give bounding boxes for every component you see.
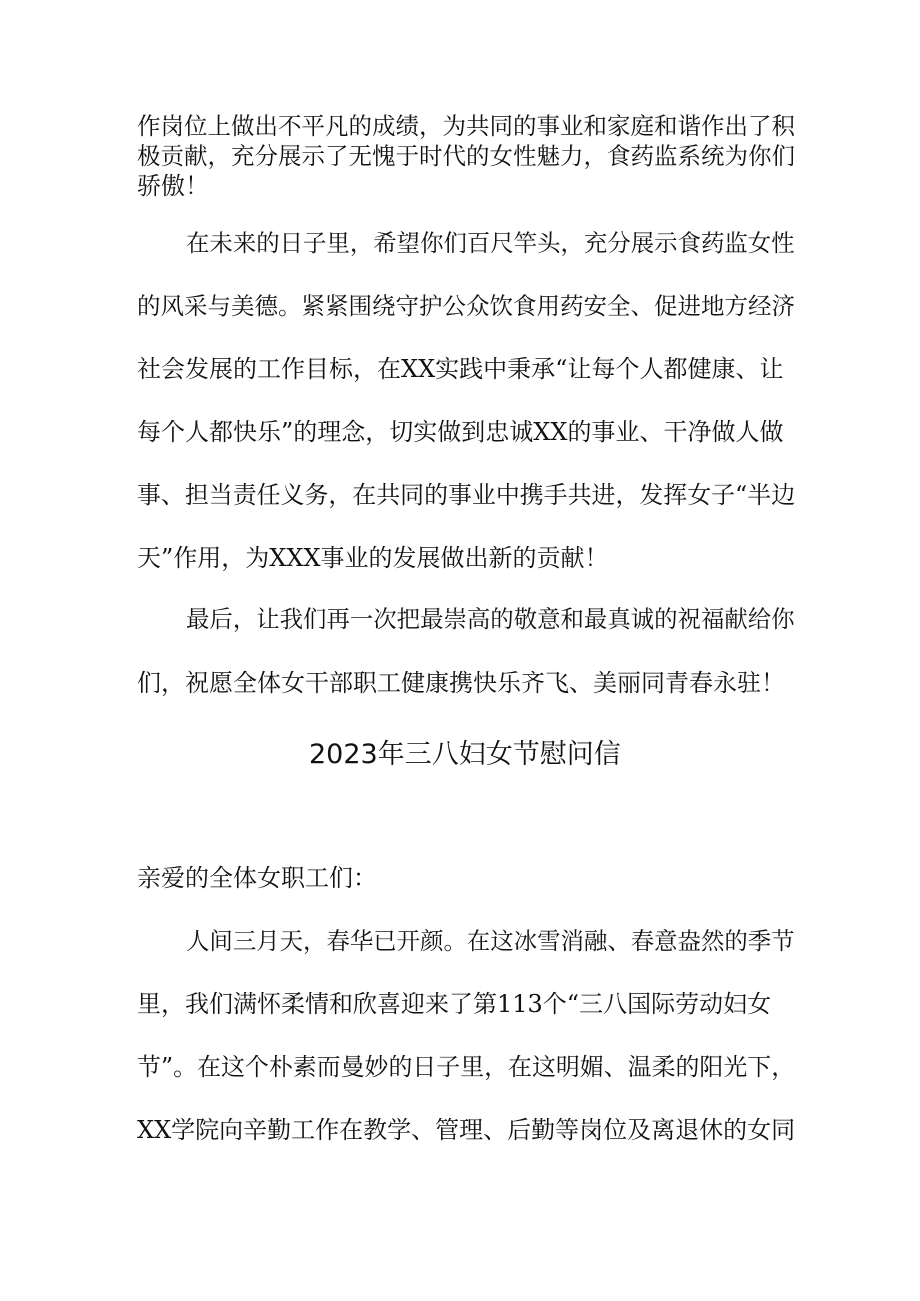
text-line: 的风采与美德。紧紧围绕守护公众饮食用药安全、促进地方经济	[137, 292, 795, 320]
letter-title: 2023年三八妇女节慰问信	[309, 739, 621, 770]
text-line: 们，祝愿全体女干部职工健康携快乐齐飞、美丽同青春永驻！	[137, 669, 785, 697]
text-line: 天”作用，为XXX事业的发展做出新的贡献！	[137, 544, 609, 572]
text-line: 社会发展的工作目标，在XX实践中秉承“让每个人都健康、让	[137, 355, 784, 383]
text-line: 人间三月天，春华已开颜。在这冰雪消融、春意盎然的季节	[186, 927, 795, 955]
text-line: 骄傲！	[137, 172, 209, 200]
text-line: 每个人都快乐”的理念，切实做到忠诚XX的事业、干净做人做	[137, 418, 784, 446]
text-line: 作岗位上做出不平凡的成绩，为共同的事业和家庭和谐作出了积	[137, 112, 795, 140]
letter-salutation: 亲爱的全体女职工们：	[137, 864, 377, 892]
text-line: 最后，让我们再一次把最崇高的敬意和最真诚的祝福献给你	[186, 605, 795, 633]
text-line: XX学院向辛勤工作在教学、管理、后勤等岗位及离退休的女同	[137, 1116, 796, 1144]
text-line: 在未来的日子里，希望你们百尺竿头，充分展示食药监女性	[186, 229, 795, 257]
text-line: 事、担当责任义务，在共同的事业中携手共进，发挥女子“半边	[137, 481, 796, 509]
text-line: 极贡献，充分展示了无愧于时代的女性魅力，食药监系统为你们	[137, 142, 795, 170]
text-line: 节”。在这个朴素而曼妙的日子里，在这明媚、温柔的阳光下，	[137, 1053, 796, 1081]
text-line: 里，我们满怀柔情和欣喜迎来了第113个“三八国际劳动妇女	[137, 990, 772, 1018]
